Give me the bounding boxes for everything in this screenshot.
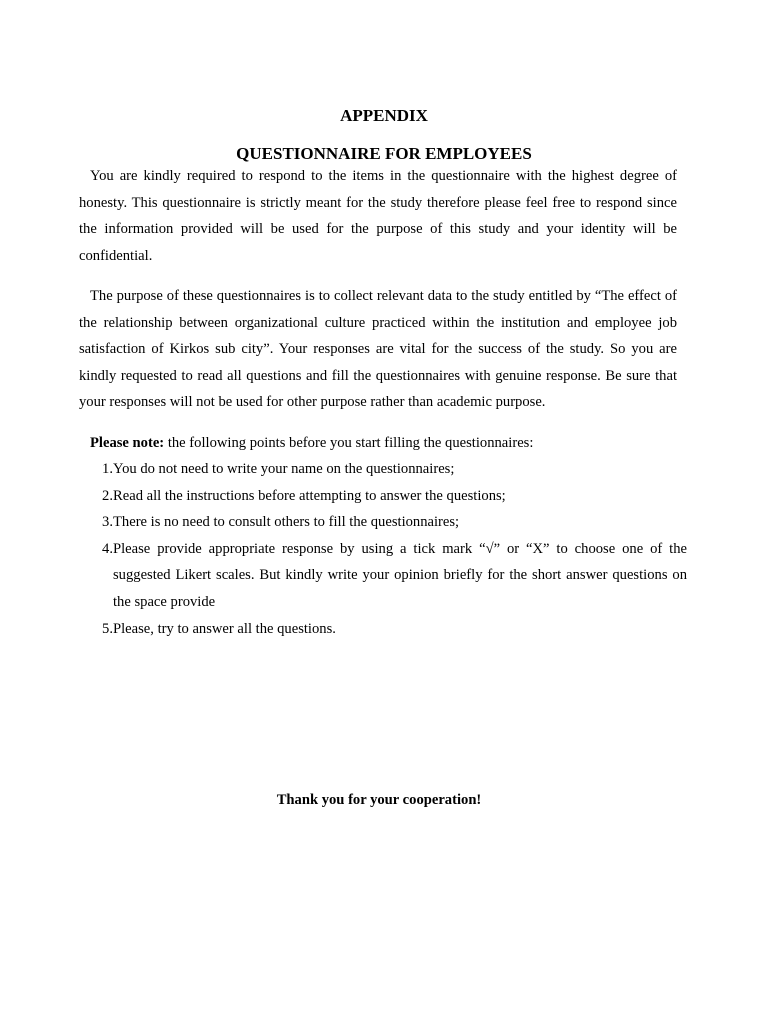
list-item-text: There is no need to consult others to fill the questionnaires; — [113, 514, 460, 531]
list-item-number: 2. — [102, 487, 113, 504]
page-subheading: QUESTIONNAIRE FOR EMPLOYEES — [236, 144, 532, 163]
intro-paragraph: You are kindly required to respond to the items in the questionnaire with the highest degree of honesty. This questionnaire is strictly meant for the study therefore please feel free to respond since the information provided will be used for the purpose of this study and your identity will be confidential. — [79, 168, 677, 264]
list-item-number: 1. — [102, 461, 113, 477]
page-heading: APPENDIX — [340, 106, 428, 125]
note-line — [90, 430, 690, 457]
list-item — [89, 616, 687, 643]
instruction-list — [89, 456, 687, 642]
list-item-text: Please provide appropriate response by using a tick mark “√” or “X” to choose one of the suggested Likert scales. But kindly write your opinion briefly for the short answer questions on the space provide — [113, 540, 687, 610]
list-item — [89, 536, 687, 616]
note-text: the following points before you start filling the questionnaires: — [164, 435, 534, 451]
list-item-number: 5. — [102, 620, 113, 637]
note-label: Please note: — [90, 435, 165, 451]
list-item-number: 3. — [102, 514, 113, 531]
list-item — [89, 483, 687, 510]
list-item-text: Please, try to answer all the questions. — [113, 620, 336, 637]
purpose-paragraph: The purpose of these questionnaires is to collect relevant data to the study entitled by “The effect of the relationship between organizational culture practiced within the institution and employee job satisfaction of Kirkos sub city”. Your responses are vital for the success of the study. So you are kindly requested to read all questions and fill the questionnaires with genuine response. Be sure that your responses will not be used for other purpose rather than academic purpose. — [79, 288, 677, 411]
list-item — [89, 509, 687, 536]
list-item — [89, 456, 687, 483]
list-item-number: 4. — [102, 540, 113, 557]
list-item-text: Read all the instructions before attempting to answer the questions; — [113, 487, 506, 504]
list-item-text: You do not need to write your name on the questionnaires; — [113, 461, 455, 477]
closing-note: Thank you for your cooperation! — [276, 792, 482, 808]
